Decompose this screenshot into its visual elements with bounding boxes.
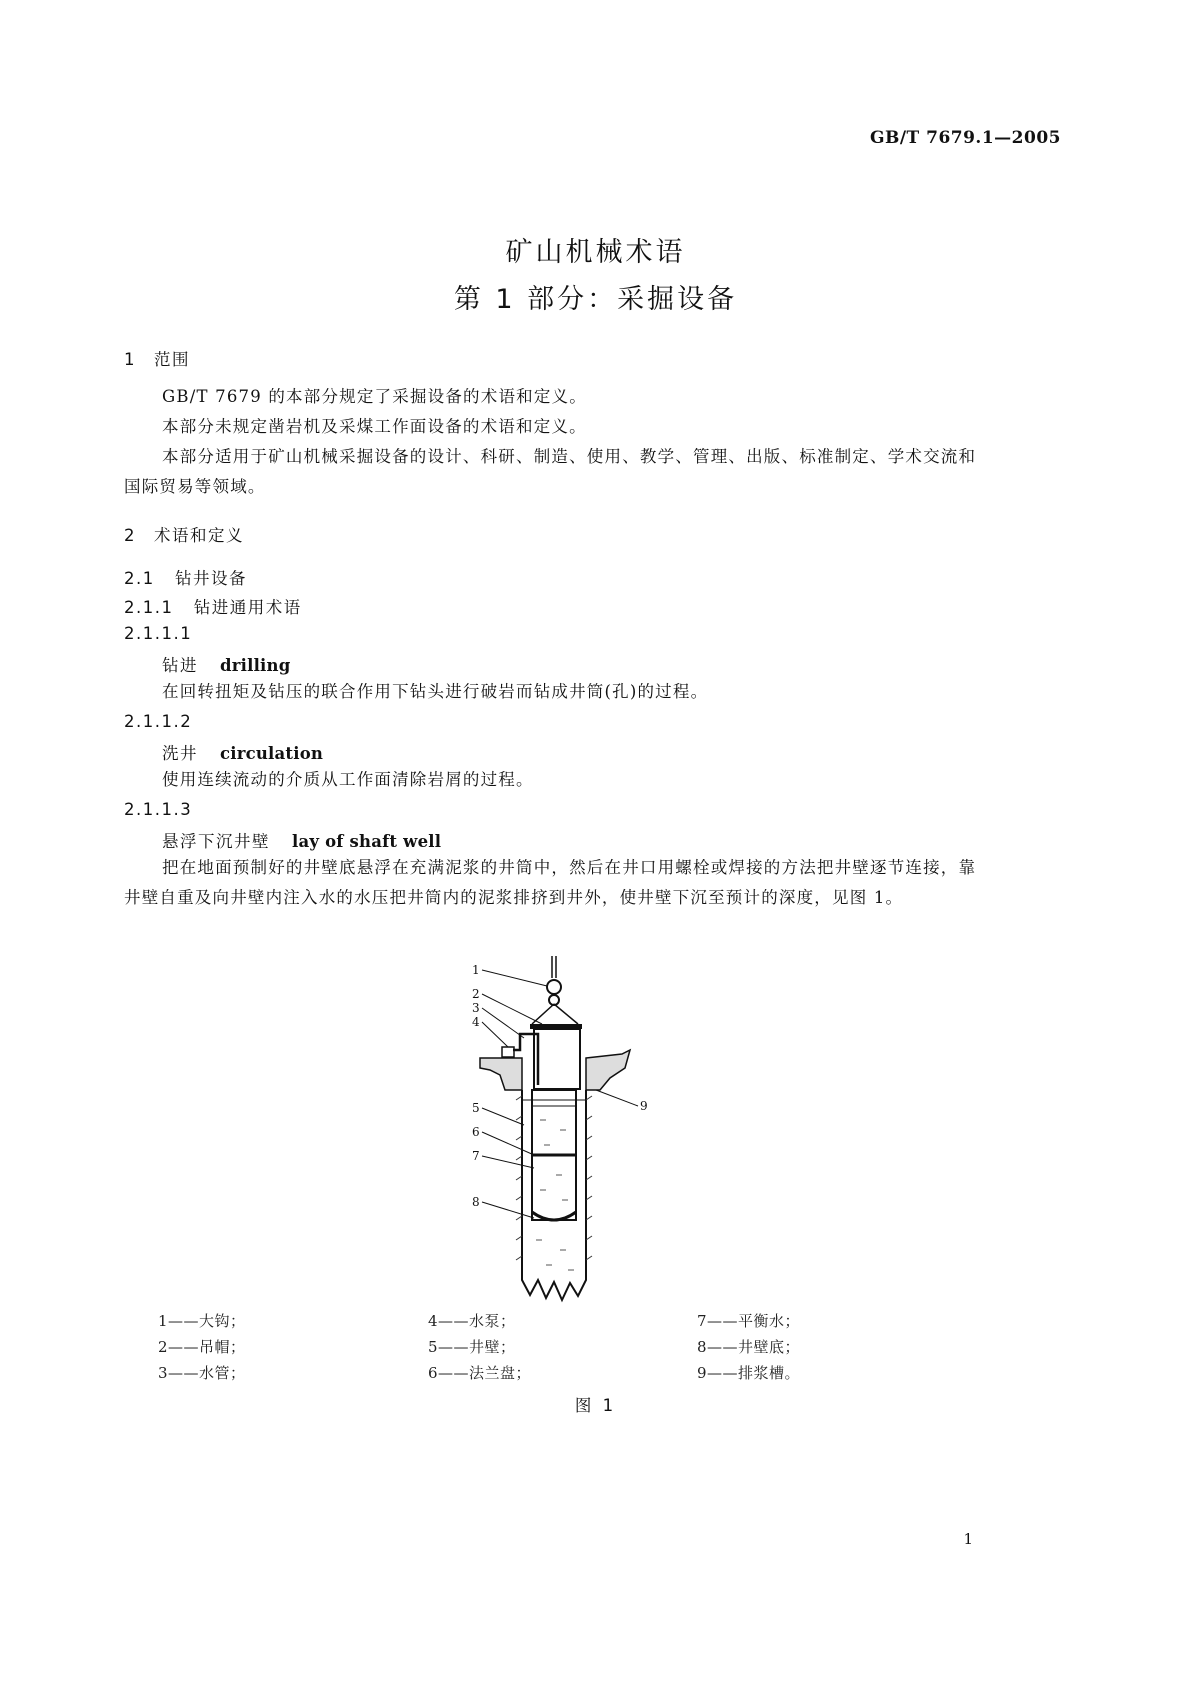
- legend-item: 6——法兰盘；: [428, 1364, 532, 1382]
- legend-item: 1——大钩；: [158, 1312, 246, 1330]
- callout-label: 7: [472, 1149, 480, 1163]
- term-zh: 洗井: [162, 744, 198, 763]
- legend-item: 7——平衡水；: [697, 1312, 801, 1330]
- callout-label: 3: [472, 1001, 480, 1015]
- section-1-heading: [124, 346, 190, 370]
- shaft-wall-bottom: [532, 1212, 576, 1220]
- callout-label: 8: [472, 1195, 480, 1209]
- legend-item: 5——井壁；: [428, 1338, 516, 1356]
- fluid-dashes: [536, 1120, 574, 1270]
- term-number: 2.1.1.3: [124, 800, 193, 819]
- term-definition: 把在地面预制好的井壁底悬浮在充满泥浆的井筒中，然后在井口用螺栓或焊接的方法把井壁逐节连接，靠井壁自重及向井壁内注入水的水压把井筒内的泥浆排挤到井外，使井壁下沉至预计的深度，见图 1。: [124, 858, 977, 907]
- callout-label: 6: [472, 1125, 480, 1139]
- callout-label: 1: [472, 963, 480, 977]
- hook-ring: [549, 995, 559, 1005]
- term-entry: [162, 740, 323, 764]
- term-zh: 钻进: [162, 656, 198, 675]
- term-number: 2.1.1.1: [124, 624, 193, 643]
- callout-label: 4: [472, 1015, 480, 1029]
- term-definition: 使用连续流动的介质从工作面清除岩屑的过程。: [162, 770, 534, 789]
- callout-label: 9: [640, 1099, 648, 1113]
- standard-number: GB/T 7679.1—2005: [869, 128, 1061, 148]
- subsection-2-1-1-heading: [124, 594, 302, 618]
- subsection-title: 钻进通用术语: [193, 598, 302, 617]
- shaft-sinking-diagram: [450, 950, 670, 1310]
- subsection-2-1-heading: [124, 565, 247, 589]
- paragraph: 本部分未规定凿岩机及采煤工作面设备的术语和定义。: [162, 417, 587, 436]
- term-zh: 悬浮下沉井壁: [162, 832, 270, 851]
- term-definition: 在回转扭矩及钻压的联合作用下钻头进行破岩而钻成井筒(孔)的过程。: [162, 682, 709, 701]
- paragraph: 本部分适用于矿山机械采掘设备的设计、科研、制造、使用、教学、管理、出版、标准制定、学术交流和国际贸易等领域。: [124, 447, 977, 496]
- subsection-number: 2.1.1: [124, 598, 174, 617]
- paragraph: GB/T 7679 的本部分规定了采掘设备的术语和定义。: [162, 387, 587, 406]
- shaft-wall-section: [534, 1029, 580, 1089]
- term-en: lay of shaft well: [292, 832, 442, 851]
- callout-label: 2: [472, 987, 480, 1001]
- figure-caption: 图 1: [574, 1396, 617, 1415]
- ground-left: [480, 1058, 522, 1090]
- section-number: 2: [124, 526, 136, 545]
- callout-label: 5: [472, 1101, 480, 1115]
- page-number: 1: [963, 1530, 973, 1548]
- term-en: drilling: [220, 656, 291, 675]
- legend-item: 8——井壁底；: [697, 1338, 801, 1356]
- legend-item: 3——水管；: [158, 1364, 246, 1382]
- legend-item: 4——水泵；: [428, 1312, 516, 1330]
- section-number: 1: [124, 350, 136, 369]
- section-title: 范围: [154, 350, 190, 369]
- section-title: 术语和定义: [154, 526, 244, 545]
- section-2-heading: [124, 522, 244, 546]
- hook-icon: [547, 980, 561, 994]
- subsection-title: 钻井设备: [175, 569, 247, 588]
- document-subtitle: 第 1 部分：采掘设备: [453, 284, 738, 315]
- legend-item: 2——吊帽；: [158, 1338, 246, 1356]
- ground-right: [586, 1050, 630, 1090]
- earth-hatching: [516, 1096, 592, 1260]
- term-en: circulation: [220, 744, 324, 763]
- term-entry: [162, 828, 441, 852]
- subsection-number: 2.1: [124, 569, 155, 588]
- water-pump-icon: [502, 1047, 514, 1057]
- term-number: 2.1.1.2: [124, 712, 193, 731]
- cap-rope: [554, 1004, 578, 1024]
- document-title: 矿山机械术语: [505, 237, 686, 268]
- term-entry: [162, 652, 290, 676]
- legend-item: 9——排浆槽。: [697, 1364, 801, 1382]
